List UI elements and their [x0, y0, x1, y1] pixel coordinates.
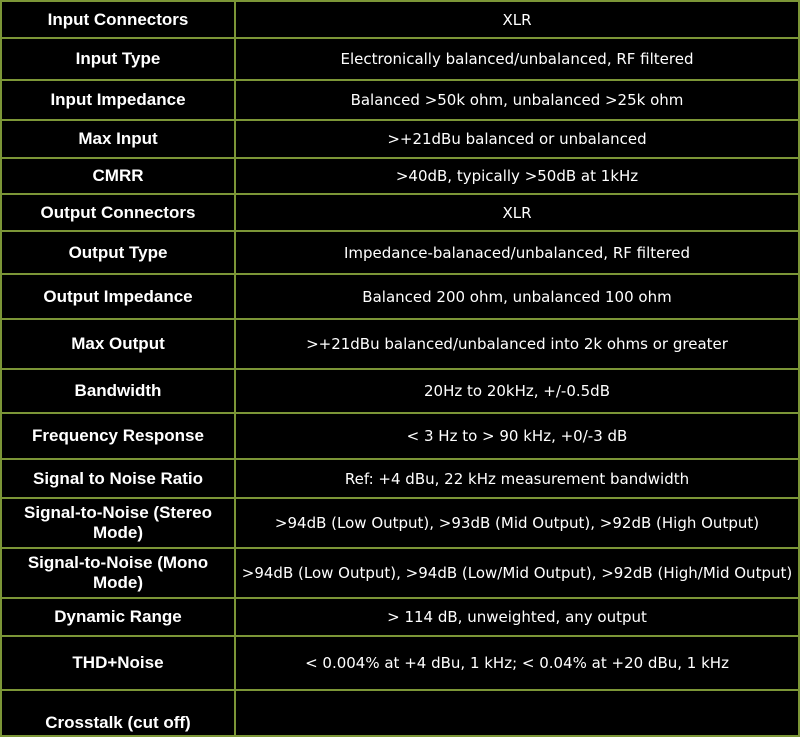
table-row [1, 598, 799, 636]
spec-label: Bandwidth [1, 369, 235, 413]
table-row [1, 369, 799, 413]
table-row [1, 636, 799, 690]
spec-value: < 0.004% at +4 dBu, 1 kHz; < 0.04% at +20 dBu, 1 kHz [235, 636, 799, 690]
spec-value: >+21dBu balanced/unbalanced into 2k ohms or greater [235, 319, 799, 369]
cut-off-label: Crosstalk (cut off) [45, 713, 191, 732]
table-row [1, 158, 799, 194]
spec-label: Input Type [1, 38, 235, 80]
spec-value: Ref: +4 dBu, 22 kHz measurement bandwidth [235, 459, 799, 498]
table-row [1, 1, 799, 38]
table-row [1, 548, 799, 598]
spec-label: Dynamic Range [1, 598, 235, 636]
spec-label: CMRR [1, 158, 235, 194]
spec-value: Balanced 200 ohm, unbalanced 100 ohm [235, 274, 799, 319]
table-row [1, 80, 799, 120]
table-row-cut-off [1, 690, 799, 736]
spec-label: THD+Noise [1, 636, 235, 690]
spec-value [235, 690, 799, 736]
spec-value: Impedance-balanaced/unbalanced, RF filtered [235, 231, 799, 274]
spec-value: XLR [235, 194, 799, 231]
table-row [1, 274, 799, 319]
spec-label: Output Type [1, 231, 235, 274]
table-row [1, 38, 799, 80]
spec-value: Balanced >50k ohm, unbalanced >25k ohm [235, 80, 799, 120]
spec-value: 20Hz to 20kHz, +/-0.5dB [235, 369, 799, 413]
spec-label: Input Connectors [1, 1, 235, 38]
spec-value: Electronically balanced/unbalanced, RF filtered [235, 38, 799, 80]
spec-value: >+21dBu balanced or unbalanced [235, 120, 799, 158]
table-row [1, 231, 799, 274]
spec-value: < 3 Hz to > 90 kHz, +0/-3 dB [235, 413, 799, 459]
spec-label: Output Connectors [1, 194, 235, 231]
table-row [1, 194, 799, 231]
spec-label [1, 690, 235, 736]
table-row [1, 120, 799, 158]
spec-label: Signal-to-Noise (Stereo Mode) [1, 498, 235, 548]
spec-label: Max Output [1, 319, 235, 369]
spec-value: >40dB, typically >50dB at 1kHz [235, 158, 799, 194]
spec-value: >94dB (Low Output), >93dB (Mid Output), >92dB (High Output) [235, 498, 799, 548]
spec-label: Signal to Noise Ratio [1, 459, 235, 498]
spec-value: > 114 dB, unweighted, any output [235, 598, 799, 636]
spec-label: Signal-to-Noise (Mono Mode) [1, 548, 235, 598]
spec-value: XLR [235, 1, 799, 38]
spec-value: >94dB (Low Output), >94dB (Low/Mid Output), >92dB (High/Mid Output) [235, 548, 799, 598]
spec-label: Output Impedance [1, 274, 235, 319]
spec-label: Max Input [1, 120, 235, 158]
table-row [1, 319, 799, 369]
table-row [1, 413, 799, 459]
spec-label: Input Impedance [1, 80, 235, 120]
table-row [1, 498, 799, 548]
table-row [1, 459, 799, 498]
spec-label: Frequency Response [1, 413, 235, 459]
